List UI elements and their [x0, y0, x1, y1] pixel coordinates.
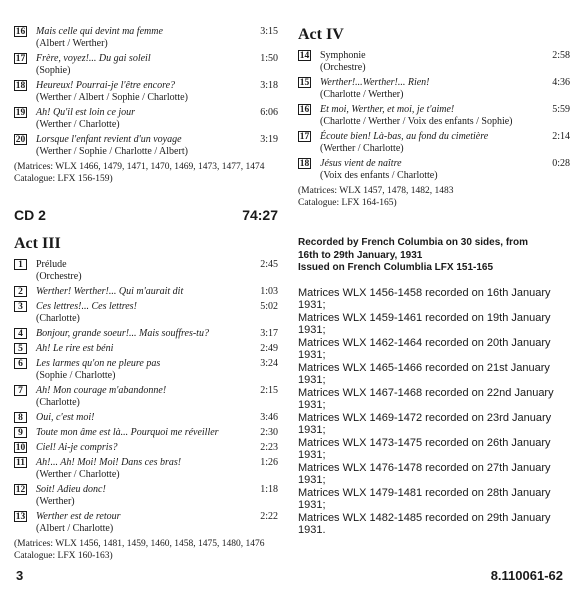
track-number-box: 5: [14, 343, 27, 354]
track-number-box: 14: [299, 51, 310, 61]
recording-session-line: Matrices WLX 1482-1485 recorded on 29th January 1931.: [298, 511, 551, 536]
track-item: [298, 158, 570, 182]
cd2-duration: 74:27: [242, 207, 278, 223]
track-title: Ces lettres!... Ces lettres!: [36, 301, 137, 312]
track-title: Oui, c'est moi!: [36, 412, 95, 423]
track-body: [320, 158, 570, 182]
track-performers: (Werther / Sophie / Charlotte / Albert): [36, 146, 188, 157]
left-column: [14, 26, 278, 562]
track-number-box: 13: [15, 512, 26, 522]
track-duration: 1:03: [260, 286, 278, 297]
track-performers: (Werther / Charlotte): [36, 119, 120, 130]
track-item: [14, 412, 278, 424]
track-duration: 4:36: [552, 77, 570, 88]
track-body: [36, 427, 278, 439]
track-title: Werther! Werther!... Qui m'aurait dit: [36, 286, 184, 297]
act3-track-list: [14, 259, 278, 535]
track-duration: 3:19: [260, 134, 278, 145]
track-item: [14, 26, 278, 50]
track-title: Frère, voyez!... Du gai soleil: [36, 53, 151, 64]
track-performers: (Werther / Charlotte): [320, 143, 404, 154]
track-duration: 6:06: [260, 107, 278, 118]
track-duration: 2:45: [260, 259, 278, 270]
track-performers: (Charlotte): [36, 313, 80, 324]
track-body: [36, 286, 278, 298]
cd2-label: CD 2: [14, 207, 46, 223]
track-title: Mais celle qui devint ma femme: [36, 26, 163, 37]
act4-catalogue-line: Catalogue: LFX 164-165): [298, 198, 397, 208]
track-number-box: 17: [15, 54, 26, 64]
track-body: [36, 328, 278, 340]
track-number-box: 6: [14, 358, 27, 369]
track-number-box: 7: [14, 385, 27, 396]
track-performers: (Charlotte): [36, 397, 80, 408]
track-number-box: 2: [14, 286, 27, 297]
track-duration: 2:14: [552, 131, 570, 142]
track-item: [14, 442, 278, 454]
track-item: [14, 358, 278, 382]
track-item: [298, 77, 570, 101]
track-body: [36, 457, 278, 481]
track-body: [36, 343, 278, 355]
track-body: [36, 484, 278, 508]
recording-session-line: Matrices WLX 1462-1464 recorded on 20th January 1931;: [298, 336, 551, 361]
track-body: [36, 511, 278, 535]
track-title: Les larmes qu'on ne pleure pas: [36, 358, 161, 369]
track-performers: (Voix des enfants / Charlotte): [320, 170, 438, 181]
cd1-matrices: [14, 161, 278, 185]
track-performers: (Werther / Charlotte): [36, 469, 120, 480]
cd1-track-list: [14, 26, 278, 158]
act3-heading: Act III: [14, 235, 61, 252]
track-body: [320, 77, 570, 101]
track-title: Ah! Mon courage m'abandonne!: [36, 385, 167, 396]
track-body: [36, 412, 278, 424]
track-number-box: 16: [299, 105, 310, 115]
act3-matrices: [14, 538, 278, 562]
catalogue-number: 8.110061-62: [490, 568, 563, 583]
recording-line-2: 16th to 29th January, 1931: [298, 249, 423, 261]
track-body: [36, 358, 278, 382]
track-duration: 2:49: [260, 343, 278, 354]
track-number-box: 4: [14, 328, 27, 339]
track-performers: (Sophie / Charlotte): [36, 370, 116, 381]
track-title: Werther!...Werther!... Rien!: [320, 77, 430, 88]
track-item: [14, 301, 278, 325]
track-performers: (Werther / Albert / Sophie / Charlotte): [36, 92, 188, 103]
recording-session-line: Matrices WLX 1476-1478 recorded on 27th January 1931;: [298, 461, 551, 486]
track-title: Lorsque l'enfant revient d'un voyage: [36, 134, 182, 145]
recording-line-1: Recorded by French Columbia on 30 sides, from: [298, 237, 529, 248]
track-item: [14, 343, 278, 355]
track-title: Ah!... Ah! Moi! Moi! Dans ces bras!: [36, 457, 182, 468]
track-item: [14, 80, 278, 104]
act4-heading: Act IV: [298, 26, 344, 43]
page-number: 3: [16, 568, 24, 583]
cd2-header: [14, 207, 278, 223]
track-duration: 2:15: [260, 385, 278, 396]
track-number-box: 3: [14, 301, 27, 312]
track-performers: (Charlotte / Werther / Voix des enfants / Sophie): [320, 116, 513, 127]
track-duration: 2:22: [260, 511, 278, 522]
recording-line-3: Issued on French Columblia LFX 151-165: [298, 262, 494, 273]
track-body: [320, 104, 570, 128]
track-number-box: 15: [299, 78, 310, 88]
track-number-box: 10: [15, 443, 26, 453]
recording-session-line: Matrices WLX 1473-1475 recorded on 26th January 1931;: [298, 436, 551, 461]
track-number-box: 19: [15, 108, 26, 118]
track-item: [14, 134, 278, 158]
recording-session-line: Matrices WLX 1479-1481 recorded on 28th January 1931;: [298, 486, 551, 511]
act4-matrices: [298, 185, 570, 209]
track-body: [320, 50, 570, 74]
track-title: Prélude: [36, 259, 67, 270]
track-item: [298, 104, 570, 128]
track-body: [320, 131, 570, 155]
track-duration: 3:15: [260, 26, 278, 37]
track-item: [14, 511, 278, 535]
track-number-box: 20: [15, 135, 26, 145]
recording-session-line: Matrices WLX 1469-1472 recorded on 23rd January 1931;: [298, 411, 552, 436]
track-item: [14, 385, 278, 409]
track-number-box: 11: [14, 457, 27, 468]
track-duration: 1:50: [260, 53, 278, 64]
track-item: [14, 484, 278, 508]
track-body: [36, 107, 278, 131]
track-item: [298, 131, 570, 155]
track-performers: (Charlotte / Werther): [320, 89, 404, 100]
track-duration: 2:58: [552, 50, 570, 61]
recording-note: [298, 237, 570, 275]
track-performers: (Orchestre): [320, 62, 366, 73]
track-item: [14, 107, 278, 131]
track-duration: 3:17: [260, 328, 278, 339]
track-body: [36, 301, 278, 325]
track-performers: (Orchestre): [36, 271, 82, 282]
track-body: [36, 80, 278, 104]
recording-session-line: Matrices WLX 1459-1461 recorded on 19th January 1931;: [298, 311, 551, 336]
track-title: Ah! Le rire est béni: [36, 343, 114, 354]
track-duration: 0:28: [552, 158, 570, 169]
track-performers: (Albert / Charlotte): [36, 523, 114, 534]
track-number-box: 8: [14, 412, 27, 423]
track-duration: 5:59: [552, 104, 570, 115]
act3-matrices-line: (Matrices: WLX 1456, 1481, 1459, 1460, 1458, 1475, 1480, 1476: [14, 539, 265, 549]
track-duration: 1:26: [260, 457, 278, 468]
cd1-matrices-line: (Matrices: WLX 1466, 1479, 1471, 1470, 1469, 1473, 1477, 1474: [14, 162, 265, 172]
track-duration: 2:23: [260, 442, 278, 453]
track-title: Toute mon âme est là... Pourquoi me réveiller: [36, 427, 219, 438]
track-body: [36, 134, 278, 158]
track-item: [298, 50, 570, 74]
act4-matrices-line: (Matrices: WLX 1457, 1478, 1482, 1483: [298, 186, 454, 196]
track-performers: (Albert / Werther): [36, 38, 108, 49]
track-title: Symphonie: [320, 50, 366, 61]
track-duration: 3:24: [260, 358, 278, 369]
track-number-box: 16: [15, 27, 26, 37]
track-body: [36, 53, 278, 77]
track-title: Écoute bien! Là-bas, au fond du cimetière: [320, 131, 489, 142]
track-performers: (Sophie): [36, 65, 71, 76]
track-item: [14, 457, 278, 481]
track-duration: 2:30: [260, 427, 278, 438]
act4-track-list: [298, 50, 570, 182]
track-body: [36, 259, 278, 283]
track-title: Ciel! Ai-je compris?: [36, 442, 118, 453]
track-title: Jésus vient de naître: [320, 158, 402, 169]
track-item: [14, 259, 278, 283]
right-column: [298, 26, 570, 537]
track-number-box: 1: [14, 259, 27, 270]
track-title: Werther est de retour: [36, 511, 121, 522]
track-number-box: 17: [299, 132, 310, 142]
recording-sessions-list: [298, 287, 570, 537]
track-duration: 5:02: [260, 301, 278, 312]
track-duration: 3:46: [260, 412, 278, 423]
track-item: [14, 286, 278, 298]
recording-session-line: Matrices WLX 1456-1458 recorded on 16th January 1931;: [298, 286, 551, 311]
recording-session-line: Matrices WLX 1465-1466 recorded on 21st January 1931;: [298, 361, 550, 386]
recording-session-line: Matrices WLX 1467-1468 recorded on 22nd January 1931;: [298, 386, 554, 411]
act3-catalogue-line: Catalogue: LFX 160-163): [14, 551, 113, 561]
track-title: Bonjour, grande soeur!... Mais souffres-tu?: [36, 328, 209, 339]
track-body: [36, 385, 278, 409]
track-duration: 3:18: [260, 80, 278, 91]
track-title: Heureux! Pourrai-je l'être encore?: [36, 80, 176, 91]
track-item: [14, 53, 278, 77]
track-title: Et moi, Werther, et moi, je t'aime!: [320, 104, 455, 115]
track-duration: 1:18: [260, 484, 278, 495]
cd1-catalogue-line: Catalogue: LFX 156-159): [14, 174, 113, 184]
track-title: Ah! Qu'il est loin ce jour: [36, 107, 136, 118]
track-item: [14, 328, 278, 340]
track-number-box: 9: [14, 427, 27, 438]
track-body: [36, 26, 278, 50]
track-number-box: 18: [15, 81, 26, 91]
track-title: Soit! Adieu donc!: [36, 484, 106, 495]
track-item: [14, 427, 278, 439]
track-performers: (Werther): [36, 496, 75, 507]
track-body: [36, 442, 278, 454]
track-number-box: 18: [299, 159, 310, 169]
track-number-box: 12: [15, 485, 26, 495]
